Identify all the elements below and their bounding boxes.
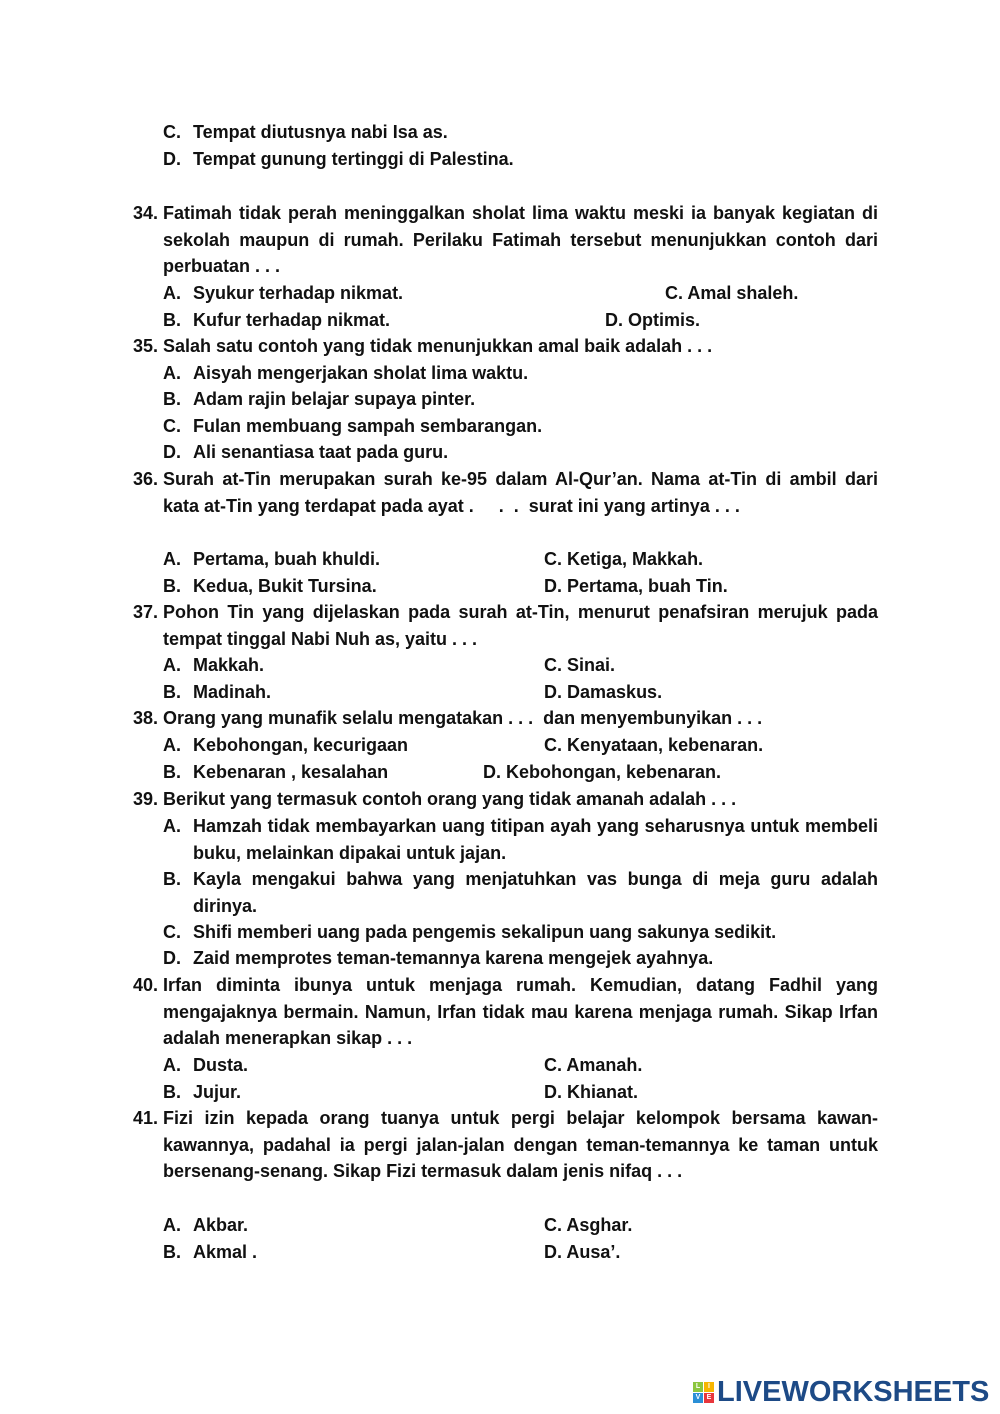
option-d: D. Ausa’. bbox=[544, 1242, 621, 1262]
question-number: 36. bbox=[133, 469, 159, 489]
option-a: A. Aisyah mengerjakan sholat lima waktu. bbox=[163, 363, 529, 383]
option-d: D. Tempat gunung tertinggi di Palestina. bbox=[163, 149, 514, 169]
option-a: A. Syukur terhadap nikmat. bbox=[163, 283, 404, 303]
option-d: D. Optimis. bbox=[605, 310, 701, 330]
option-d: D. Zaid memprotes teman-temannya karena mengejek ayahnya. bbox=[163, 948, 714, 968]
option-b: B. Akmal . bbox=[163, 1242, 258, 1262]
option-b: B. Kebenaran , kesalahan bbox=[163, 762, 389, 782]
question-text: Orang yang munafik selalu mengatakan . . . dan menyembunyikan . . . bbox=[163, 708, 763, 728]
option-c: C. Shifi memberi uang pada pengemis sekalipun uang sakunya sedikit. bbox=[163, 922, 777, 942]
option-c: C. Amal shaleh. bbox=[665, 283, 799, 303]
option-d: D. Ali senantiasa taat pada guru. bbox=[163, 442, 449, 462]
option-c: C. Tempat diutusnya nabi Isa as. bbox=[163, 122, 448, 142]
option-b: B. Kayla mengakui bahwa yang menjatuhkan vas bunga di meja guru adalah dirinya. bbox=[163, 869, 878, 916]
option-a: A. Akbar. bbox=[163, 1215, 249, 1235]
question-number: 35. bbox=[133, 336, 159, 356]
option-d: D. Kebohongan, kebenaran. bbox=[483, 762, 722, 782]
question-text: Fizi izin kepada orang tuanya untuk pergi belajar kelompok bersama kawan-kawannya, padahal ia pergi jalan-jalan dengan teman-temannya ke taman untuk bersenang-senang. Sikap Fizi termasuk dalam jenis nifaq . . . bbox=[163, 1108, 878, 1182]
option-a: A. Hamzah tidak membayarkan uang titipan ayah yang seharusnya untuk membeli buku, melainkan dipakai untuk jajan. bbox=[163, 816, 878, 863]
question-number: 37. bbox=[133, 602, 159, 622]
question-number: 41. bbox=[133, 1108, 159, 1128]
logo-text: LIVEWORKSHEETS bbox=[717, 1376, 990, 1408]
option-a: A. Makkah. bbox=[163, 655, 265, 675]
option-d: D. Pertama, buah Tin. bbox=[544, 576, 728, 596]
option-c: C. Amanah. bbox=[544, 1055, 643, 1075]
option-c: C. Asghar. bbox=[544, 1215, 633, 1235]
option-c: C. Ketiga, Makkah. bbox=[544, 549, 704, 569]
option-b: B. Adam rajin belajar supaya pinter. bbox=[163, 389, 476, 409]
question-number: 40. bbox=[133, 975, 159, 995]
option-c: C. Fulan membuang sampah sembarangan. bbox=[163, 416, 543, 436]
liveworksheets-logo bbox=[693, 1376, 989, 1409]
question-number: 34. bbox=[133, 203, 159, 223]
option-a: A. Kebohongan, kecurigaan bbox=[163, 735, 409, 755]
option-b: B. Kedua, Bukit Tursina. bbox=[163, 576, 377, 596]
option-a: A. Pertama, buah khuldi. bbox=[163, 549, 381, 569]
option-a: A. Dusta. bbox=[163, 1055, 249, 1075]
question-text: Irfan diminta ibunya untuk menjaga rumah. Kemudian, datang Fadhil yang mengajaknya bermain. Namun, Irfan tidak mau karena menjaga rumah. Sikap Irfan adalah menerapkan sikap . . . bbox=[163, 975, 878, 1049]
logo-blocks-icon: L I V E bbox=[693, 1382, 714, 1403]
question-text: Fatimah tidak perah meninggalkan sholat lima waktu meski ia banyak kegiatan di sekolah maupun di rumah. Perilaku Fatimah tersebut menunjukkan contoh dari perbuatan . . . bbox=[163, 203, 878, 277]
option-b: B. Kufur terhadap nikmat. bbox=[163, 310, 391, 330]
option-b: B. Jujur. bbox=[163, 1082, 242, 1102]
option-d: D. Damaskus. bbox=[544, 682, 663, 702]
option-c: C. Sinai. bbox=[544, 655, 616, 675]
question-text: Pohon Tin yang dijelaskan pada surah at-Tin, menurut penafsiran merujuk pada tempat tinggal Nabi Nuh as, yaitu . . . bbox=[163, 602, 878, 649]
option-c: C. Kenyataan, kebenaran. bbox=[544, 735, 764, 755]
question-number: 39. bbox=[133, 789, 159, 809]
question-text: Surah at-Tin merupakan surah ke-95 dalam Al-Qur’an. Nama at-Tin di ambil dari kata at-Tin yang terdapat pada ayat . . . surat ini yang artinya . . . bbox=[163, 469, 884, 516]
question-text: Berikut yang termasuk contoh orang yang tidak amanah adalah . . . bbox=[163, 789, 737, 809]
question-number: 38. bbox=[133, 708, 159, 728]
question-text: Salah satu contoh yang tidak menunjukkan amal baik adalah . . . bbox=[163, 336, 713, 356]
option-d: D. Khianat. bbox=[544, 1082, 639, 1102]
option-b: B. Madinah. bbox=[163, 682, 272, 702]
